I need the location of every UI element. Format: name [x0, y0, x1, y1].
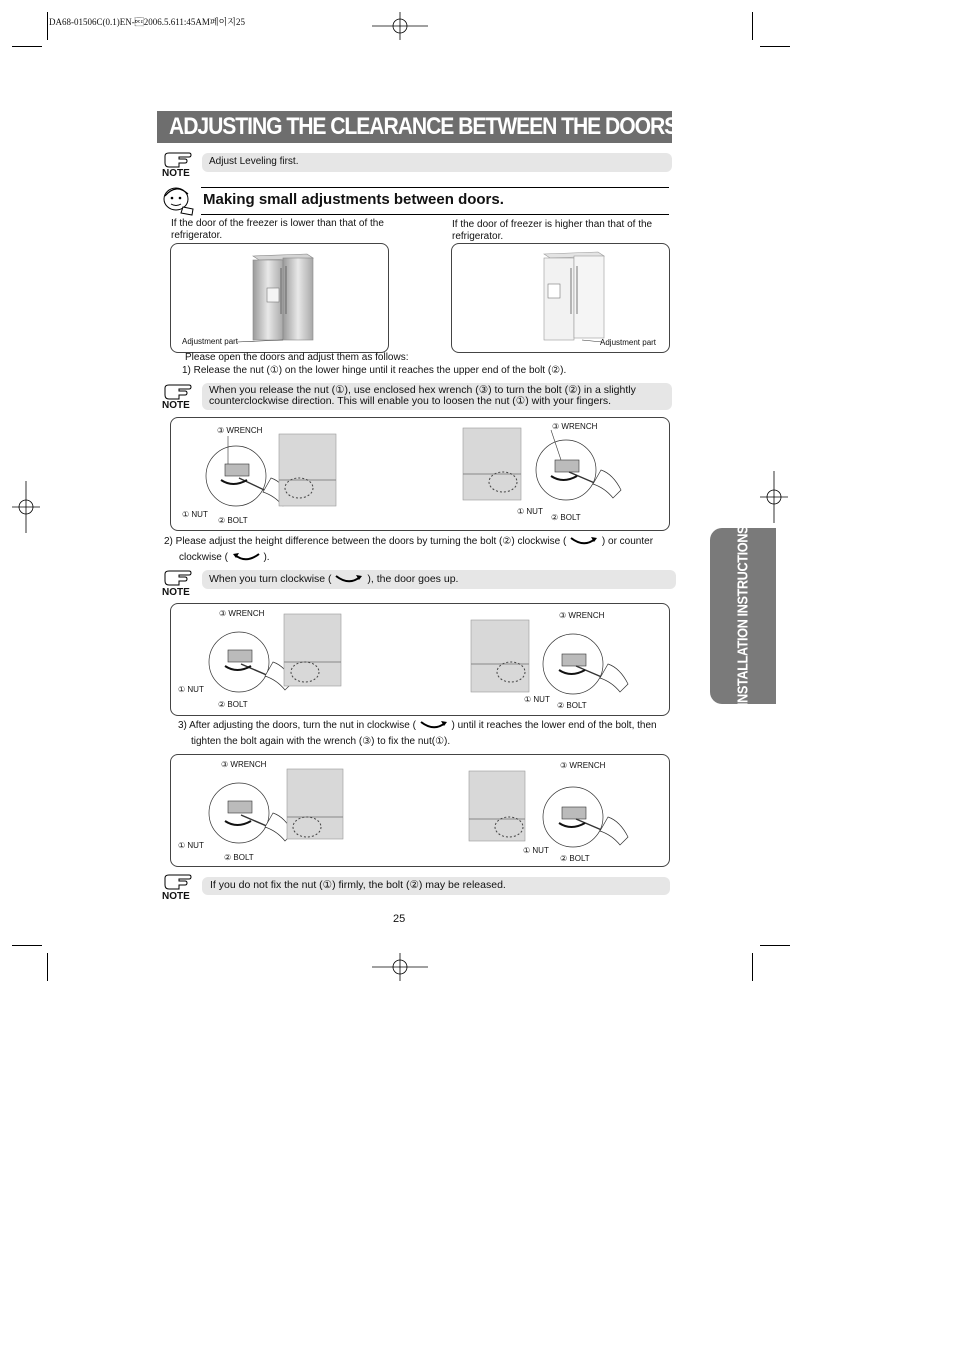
section-rule — [201, 214, 669, 215]
label-bolt: ② BOLT — [218, 700, 248, 709]
crop-mark — [12, 46, 42, 47]
caption-freezer-lower: If the door of the freezer is lower than that of the refrigerator. — [171, 218, 384, 241]
label-bolt: ② BOLT — [560, 854, 590, 863]
note-label: NOTE — [162, 891, 190, 902]
label-bolt: ② BOLT — [551, 513, 581, 522]
clockwise-arrow-icon — [569, 536, 599, 546]
label-nut: ① NUT — [524, 695, 550, 704]
adjustment-part-label: Adjustment part — [182, 337, 239, 346]
crop-mark — [752, 953, 753, 981]
pointing-hand-icon — [163, 570, 193, 586]
note-fix-nut — [202, 877, 670, 895]
adjustment-part-label: Adjustment part — [600, 338, 657, 347]
label-wrench: ③ WRENCH — [217, 426, 263, 435]
side-tab-label: INSTALLATION INSTRUCTIONS — [734, 525, 752, 707]
section-title: Making small adjustments between doors. — [203, 191, 504, 208]
note-text: When you release the nut (①), use enclosed hex wrench (③) to turn the bolt (②) in a slightly counterclockwise direction. This will enable you to loosen the nut (①) with your fingers. — [209, 384, 636, 407]
refrigerator-icon — [452, 244, 669, 352]
note-adjust-leveling — [202, 153, 672, 172]
clockwise-arrow-icon — [419, 720, 449, 730]
page-title: ADJUSTING THE CLEARANCE BETWEEN THE DOORS — [169, 113, 678, 140]
print-header: DA68-01506C(0.1)EN-2006.5.611:45AM페이지25 — [49, 17, 245, 27]
page-number: 25 — [393, 913, 406, 925]
crop-mark — [12, 945, 42, 946]
counter-clockwise-arrow-icon — [231, 552, 261, 562]
label-bolt: ② BOLT — [218, 516, 248, 525]
step-2-text: ) or counter — [601, 536, 654, 547]
registration-mark-icon — [12, 481, 40, 533]
step-2-text: 2) Please adjust the height difference between the doors by turning the bolt (②) clockwise ( — [164, 536, 567, 547]
hinge-diagram — [171, 604, 669, 715]
crop-mark — [47, 953, 48, 981]
note-label: NOTE — [162, 587, 190, 598]
step-2-text: clockwise ( — [179, 552, 228, 563]
hinge-diagram — [171, 755, 669, 866]
note-3-text: When you turn clockwise ( — [209, 573, 332, 585]
note-release-nut — [202, 383, 672, 410]
registration-mark-icon — [372, 953, 428, 981]
refrigerator-icon — [171, 244, 388, 352]
step-3-text: ) until it reaches the lower end of the bolt, then — [451, 720, 657, 731]
step-1: 1) Release the nut (①) on the lower hinge until it reaches the upper end of the bolt (②). — [182, 365, 567, 376]
note-label: NOTE — [162, 168, 190, 179]
crop-mark — [760, 46, 790, 47]
label-nut: ① NUT — [517, 507, 543, 516]
crop-mark — [752, 12, 753, 40]
label-wrench: ③ WRENCH — [560, 761, 606, 770]
diagram-release-nut — [170, 417, 670, 531]
label-bolt: ② BOLT — [224, 853, 254, 862]
label-nut: ① NUT — [178, 841, 204, 850]
step-2-cont — [179, 552, 270, 564]
note-text — [209, 573, 458, 585]
pointing-hand-icon — [163, 874, 193, 890]
diagram-adjust-height — [170, 603, 670, 716]
step-3-cont: tighten the bolt again with the wrench (③) to fix the nut(①). — [191, 736, 451, 747]
note-3-text: ), the door goes up. — [367, 573, 459, 585]
label-nut: ① NUT — [178, 685, 204, 694]
crop-mark — [760, 945, 790, 946]
pointing-hand-icon — [163, 384, 193, 400]
note-door-goes-up — [202, 570, 676, 589]
step-2 — [164, 536, 653, 548]
pointing-hand-icon — [163, 152, 193, 168]
note-text: Adjust Leveling first. — [209, 156, 299, 167]
label-bolt: ② BOLT — [557, 701, 587, 710]
fridge-image-right — [451, 243, 670, 353]
label-wrench: ③ WRENCH — [219, 609, 265, 618]
note-label: NOTE — [162, 400, 190, 411]
registration-mark-icon — [372, 12, 428, 40]
side-tab-installation — [710, 525, 776, 707]
step-3-text: 3) After adjusting the doors, turn the nut in clockwise ( — [178, 720, 416, 731]
page-title-bar — [157, 111, 678, 143]
label-wrench: ③ WRENCH — [559, 611, 605, 620]
clockwise-arrow-icon — [334, 574, 364, 584]
note-text: If you do not fix the nut (①) firmly, the bolt (②) may be released. — [210, 879, 506, 891]
label-nut: ① NUT — [182, 510, 208, 519]
section-rule — [201, 187, 669, 188]
step-3 — [178, 720, 657, 732]
diagram-fix-nut — [170, 754, 670, 867]
label-nut: ① NUT — [523, 846, 549, 855]
crop-mark — [47, 12, 48, 40]
registration-mark-icon — [760, 471, 788, 523]
step-2-text: ). — [263, 552, 270, 563]
caption-freezer-higher: If the door of freezer is higher than that of the refrigerator. — [452, 219, 653, 242]
technician-icon — [161, 185, 195, 217]
fridge-image-left — [170, 243, 389, 353]
label-wrench: ③ WRENCH — [221, 760, 267, 769]
intro-text: Please open the doors and adjust them as follows: — [185, 352, 409, 363]
label-wrench: ③ WRENCH — [552, 422, 598, 431]
